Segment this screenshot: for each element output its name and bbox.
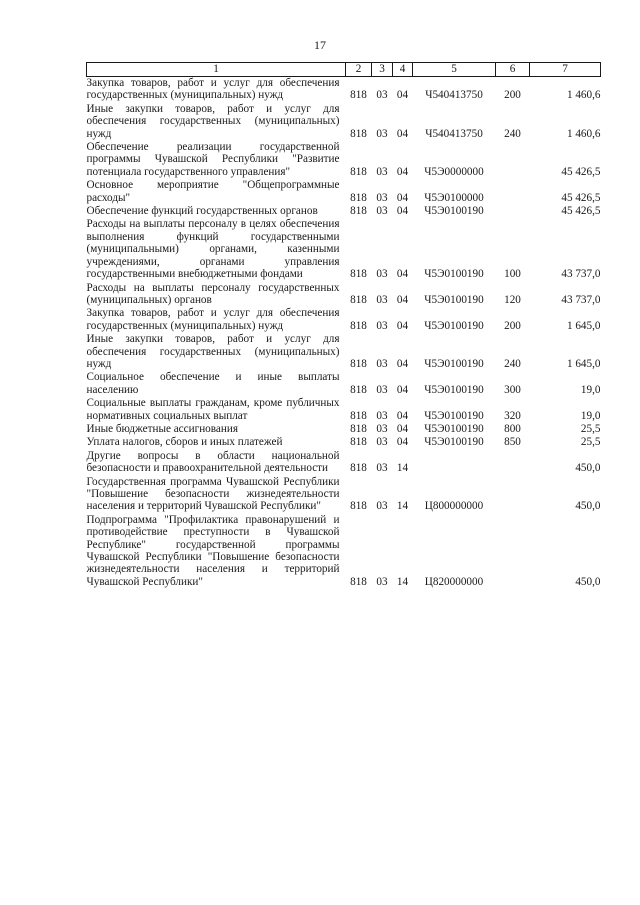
row-code-section: 03 [376, 165, 388, 178]
table-row [87, 282, 601, 308]
row-code-admin: 818 [350, 436, 367, 449]
row-name: Основное мероприятие "Общепрограммные расходы" [86, 179, 340, 204]
row-code-expense-type [496, 179, 530, 205]
row-code-section: 03 [376, 436, 388, 449]
row-name: Закупка товаров, работ и услуг для обеспечения государственных (муниципальных) нужд [86, 77, 340, 102]
row-amount: 450,0 [575, 575, 601, 588]
row-code-section: 03 [376, 268, 388, 281]
page-number: 17 [314, 38, 326, 52]
column-header-4: 4 [393, 63, 413, 77]
row-amount: 19,0 [580, 409, 601, 422]
row-code-expense-type: 300 [504, 383, 521, 396]
row-code-section: 03 [376, 409, 388, 422]
row-code-subsection: 04 [396, 293, 409, 306]
row-code-target: Ч5Э0100190 [424, 357, 484, 370]
row-amount: 25,5 [580, 436, 601, 449]
row-code-subsection: 04 [396, 89, 409, 102]
row-code-target [413, 450, 496, 476]
row-code-section: 03 [376, 357, 388, 370]
row-amount: 45 426,5 [561, 191, 601, 204]
row-name: Иные бюджетные ассигнования [86, 422, 238, 435]
row-name: Расходы на выплаты персоналу в целях обеспечения выполнения функций государственными (муниципальными) органами, казенными учреждениями, органами управления государственными внебюджетными фондами [86, 218, 340, 281]
table-row [87, 476, 601, 514]
row-code-subsection: 14 [396, 462, 409, 475]
row-code-expense-type: 320 [504, 409, 521, 422]
column-header-5: 5 [413, 63, 496, 77]
row-amount: 450,0 [575, 462, 601, 475]
table-row [87, 141, 601, 179]
row-code-target: Ч5Э0100190 [424, 383, 484, 396]
column-header-7: 7 [530, 63, 601, 77]
row-code-target: Ч5Э0100190 [424, 319, 484, 332]
row-name: Государственная программа Чувашской Республики "Повышение безопасности жизнедеятельности населения и территорий Чувашской Республики" [86, 475, 340, 513]
table-row [87, 218, 601, 281]
row-name: Подпрограмма "Профилактика правонарушений и противодействие преступности в Чувашской Республике" государственной программы Чувашской Республики "Повышение безопасности жизнедеятельности населения и территорий Чувашской Республики" [86, 513, 340, 588]
row-code-target: Ч5Э0100190 [424, 268, 484, 281]
row-amount: 1 460,6 [566, 89, 601, 102]
row-code-subsection: 04 [396, 319, 409, 332]
row-code-admin: 818 [350, 575, 367, 588]
row-code-subsection: 04 [396, 436, 409, 449]
row-code-subsection: 04 [396, 127, 409, 140]
row-amount: 450,0 [575, 500, 601, 513]
row-code-subsection: 04 [396, 205, 409, 218]
row-code-expense-type [496, 476, 530, 514]
row-amount: 45 426,5 [561, 165, 601, 178]
table-row [87, 450, 601, 476]
row-code-expense-type: 200 [504, 319, 521, 332]
budget-table [86, 62, 601, 589]
row-code-admin: 818 [350, 127, 367, 140]
row-code-admin: 818 [350, 462, 367, 475]
row-code-target: Ц820000000 [424, 575, 484, 588]
row-code-section: 03 [376, 191, 388, 204]
table-row [87, 333, 601, 371]
row-name: Другие вопросы в области национальной безопасности и правоохранительной деятельности [86, 449, 340, 475]
row-amount: 19,0 [580, 383, 601, 396]
row-code-admin: 818 [350, 268, 367, 281]
row-code-target: Ч5Э0100190 [424, 409, 484, 422]
row-code-target: Ч5Э0100000 [424, 191, 484, 204]
row-code-target: Ч5Э0100190 [424, 436, 484, 449]
row-code-expense-type: 100 [504, 268, 521, 281]
row-amount: 1 645,0 [566, 319, 601, 332]
row-code-subsection: 04 [396, 383, 409, 396]
row-code-expense-type: 240 [504, 357, 521, 370]
table-row [87, 205, 601, 218]
row-code-section: 03 [376, 89, 388, 102]
row-code-admin: 818 [350, 205, 367, 218]
row-code-expense-type [496, 450, 530, 476]
row-code-section: 03 [376, 319, 388, 332]
row-code-section: 03 [376, 383, 388, 396]
row-name: Иные закупки товаров, работ и услуг для обеспечения государственных (муниципальных) нужд [86, 102, 340, 140]
row-code-target: Ч5Э0100190 [424, 205, 484, 218]
row-code-expense-type [496, 205, 530, 218]
table-row [87, 436, 601, 449]
row-code-expense-type: 120 [504, 293, 521, 306]
row-code-admin: 818 [350, 165, 367, 178]
column-header-3: 3 [372, 63, 393, 77]
row-amount: 25,5 [580, 422, 601, 435]
row-code-admin: 818 [350, 422, 367, 435]
row-amount: 1 645,0 [566, 357, 601, 370]
row-name: Уплата налогов, сборов и иных платежей [86, 436, 283, 449]
row-name: Обеспечение функций государственных органов [86, 205, 318, 218]
row-code-admin: 818 [350, 89, 367, 102]
column-header-1: 1 [87, 63, 346, 77]
row-code-section: 03 [376, 205, 388, 218]
row-code-admin: 818 [350, 357, 367, 370]
row-code-section: 03 [376, 500, 388, 513]
row-code-admin: 818 [350, 293, 367, 306]
row-code-target: Ч5Э0000000 [424, 165, 484, 178]
row-code-admin: 818 [350, 500, 367, 513]
table-header-row [87, 63, 601, 77]
table-row [87, 179, 601, 205]
row-name: Расходы на выплаты персоналу государственных (муниципальных) органов [86, 281, 340, 306]
row-code-expense-type: 240 [504, 127, 521, 140]
row-code-section: 03 [376, 575, 388, 588]
row-code-expense-type: 850 [504, 436, 521, 449]
row-code-subsection: 04 [396, 409, 409, 422]
row-code-expense-type [496, 514, 530, 589]
table-row [87, 371, 601, 397]
row-amount: 43 737,0 [561, 293, 601, 306]
row-amount: 1 460,6 [566, 127, 601, 140]
row-code-subsection: 04 [396, 268, 409, 281]
row-code-section: 03 [376, 293, 388, 306]
row-name: Обеспечение реализации государственной программы Чувашской Республики "Развитие потенциала государственного управления" [86, 141, 340, 178]
row-code-target: Ч540413750 [425, 89, 483, 102]
table-row [87, 423, 601, 436]
table-body [87, 77, 601, 590]
row-code-target: Ч5Э0100190 [424, 293, 484, 306]
row-code-admin: 818 [350, 319, 367, 332]
row-code-target: Ч540413750 [425, 127, 483, 140]
row-code-section: 03 [376, 127, 388, 140]
row-name: Закупка товаров, работ и услуг для обеспечения государственных (муниципальных) нужд [86, 307, 340, 332]
table-row [87, 514, 601, 589]
row-code-admin: 818 [350, 383, 367, 396]
row-code-subsection: 04 [396, 191, 409, 204]
row-code-subsection: 04 [396, 165, 409, 178]
row-code-subsection: 14 [396, 575, 409, 588]
row-code-target: Ч5Э0100190 [424, 422, 484, 435]
row-code-expense-type [496, 141, 530, 179]
row-amount: 43 737,0 [561, 268, 601, 281]
row-code-admin: 818 [350, 191, 367, 204]
row-code-target: Ц800000000 [424, 500, 484, 513]
row-code-section: 03 [376, 422, 388, 435]
row-name: Социальное обеспечение и иные выплаты населению [86, 371, 340, 396]
column-header-2: 2 [346, 63, 372, 77]
table-row [87, 103, 601, 141]
row-code-subsection: 14 [396, 500, 409, 513]
row-code-admin: 818 [350, 409, 367, 422]
row-code-subsection: 04 [396, 357, 409, 370]
table-row [87, 307, 601, 333]
row-code-subsection: 04 [396, 422, 409, 435]
table-row [87, 397, 601, 423]
row-code-expense-type: 800 [504, 422, 521, 435]
row-name: Социальные выплаты гражданам, кроме публичных нормативных социальных выплат [86, 397, 340, 422]
row-name: Иные закупки товаров, работ и услуг для обеспечения государственных (муниципальных) нужд [86, 333, 340, 370]
column-header-6: 6 [496, 63, 530, 77]
row-code-section: 03 [376, 462, 388, 475]
row-amount: 45 426,5 [561, 205, 601, 218]
row-code-expense-type: 200 [504, 89, 521, 102]
table-row [87, 77, 601, 103]
